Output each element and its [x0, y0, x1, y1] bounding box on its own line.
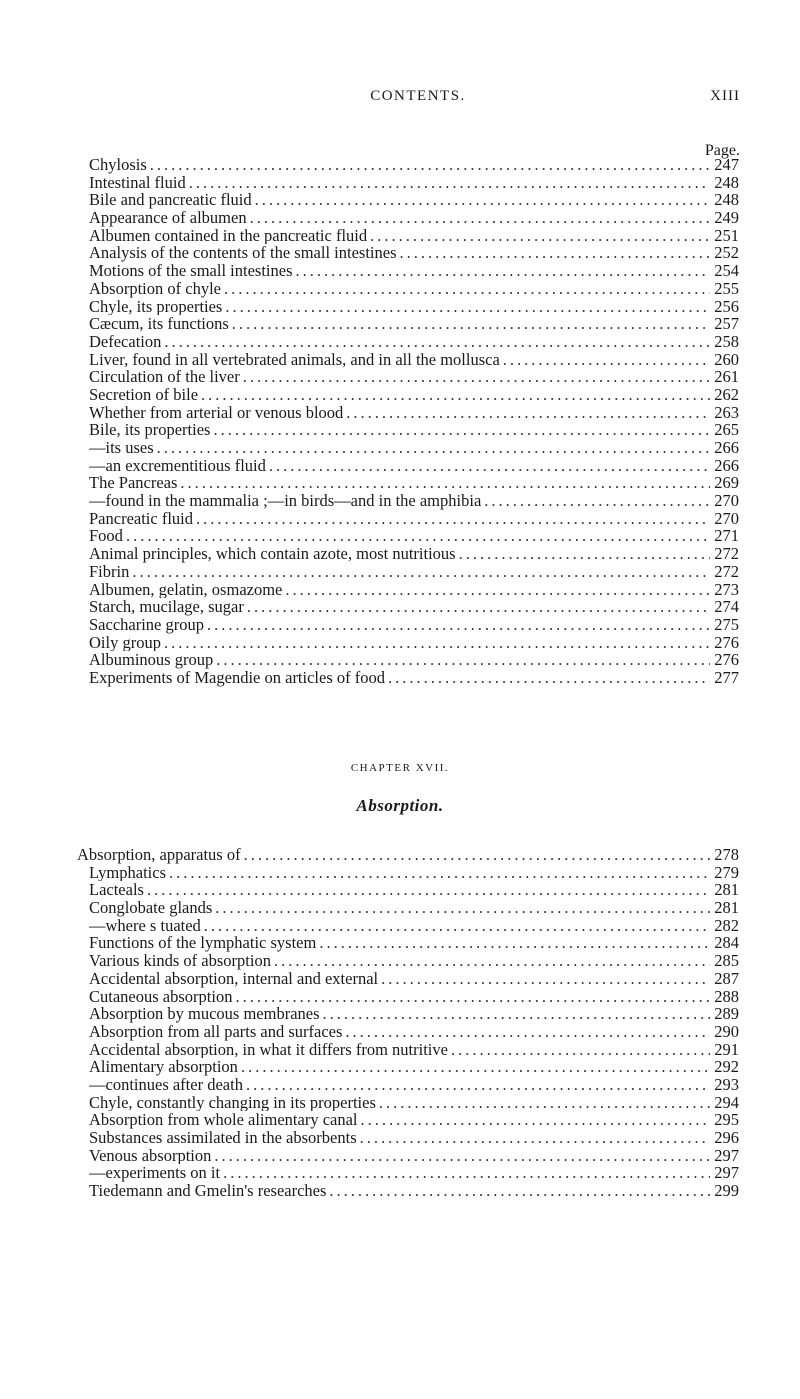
toc-entry-label: Cutaneous absorption [89, 987, 233, 1006]
toc-entry-page: 271 [714, 527, 739, 546]
toc-entry-label: Circulation of the liver [89, 368, 240, 386]
dot-leader [345, 1023, 710, 1041]
toc-entry-label: Saccharine group [89, 615, 204, 634]
dot-leader [214, 1147, 710, 1165]
dot-leader [296, 262, 711, 280]
dot-leader [207, 616, 710, 634]
toc-entry [89, 1147, 739, 1165]
dot-leader [225, 298, 710, 316]
toc-entry-label: Motions of the small intestines [89, 262, 293, 280]
toc-entry [89, 280, 739, 298]
dot-leader [250, 209, 711, 227]
toc-entry-label: Accidental absorption, in what it differs from nutritive [89, 1040, 448, 1059]
dot-leader [484, 492, 710, 510]
toc-entry-page: 273 [714, 580, 739, 599]
toc-entry-label: Starch, mucilage, sugar [89, 598, 244, 616]
dot-leader [196, 510, 710, 528]
dot-leader [164, 634, 710, 652]
dot-leader [246, 1076, 710, 1094]
toc-entry-page: 289 [714, 1005, 739, 1023]
toc-entry [89, 988, 739, 1006]
toc-entry-page: 275 [714, 615, 739, 634]
toc-entry-label: Substances assimilated in the absorbents [89, 1129, 357, 1147]
toc-entry-label: Alimentary absorption [89, 1058, 238, 1076]
toc-entry [89, 191, 739, 209]
toc-entry [89, 1023, 739, 1041]
toc-entry-label: —an excrementitious fluid [89, 456, 266, 475]
toc-entry [89, 1164, 739, 1182]
toc-entry-label: Lacteals [89, 881, 144, 900]
dot-leader [150, 156, 710, 174]
toc-entry-label: Absorption of chyle [89, 279, 221, 298]
toc-entry-label: Appearance of albumen [89, 209, 247, 227]
dot-leader [232, 315, 710, 333]
toc-entry-page: 251 [714, 226, 739, 245]
toc-entry [89, 952, 739, 970]
toc-entry-page: 266 [714, 439, 739, 457]
dot-leader [235, 988, 710, 1006]
toc-entry-label: Defecation [89, 332, 162, 351]
dot-leader [215, 899, 710, 917]
running-title: CONTENTS. [370, 88, 466, 104]
dot-leader [451, 1041, 710, 1059]
toc-entry-label: Albumen contained in the pancreatic fluid [89, 226, 368, 245]
toc-entry [89, 545, 739, 563]
toc-entry-label: Absorption from whole alimentary canal [89, 1111, 358, 1129]
toc-entry-page: 287 [714, 969, 739, 988]
toc-entry-page: 272 [714, 545, 739, 563]
toc-entry [89, 386, 739, 404]
toc-entry-page: 257 [714, 315, 739, 333]
dot-leader [329, 1182, 710, 1200]
toc-entry [89, 333, 739, 351]
toc-entry-label: Fibrin [89, 562, 130, 581]
toc-entry-page: 284 [714, 934, 739, 953]
toc-entry [89, 581, 739, 599]
toc-entry-page: 296 [714, 1129, 739, 1147]
toc-entry-page: 248 [714, 191, 739, 210]
toc-entry [89, 864, 739, 882]
toc-entry [89, 563, 739, 581]
dot-leader [274, 952, 710, 970]
dot-leader [503, 351, 710, 369]
toc-entry-label: Functions of the lymphatic system [89, 934, 317, 953]
dot-leader [241, 1058, 710, 1076]
toc-entry [89, 474, 739, 492]
toc-entry [89, 970, 739, 988]
toc-entry-label: Various kinds of absorption [89, 952, 271, 970]
toc-entry-label: Secretion of bile [89, 385, 199, 404]
dot-leader [319, 934, 710, 952]
toc-entry [89, 510, 739, 528]
toc-entry-label: Albuminous group [89, 651, 214, 669]
toc-entry [89, 1182, 739, 1200]
toc-entry-page: 270 [714, 509, 739, 528]
dot-leader [370, 227, 710, 245]
toc-entry [89, 1129, 739, 1147]
toc-entry-page: 254 [714, 262, 739, 280]
toc-entry-page: 294 [714, 1093, 739, 1112]
dot-leader [379, 1094, 710, 1112]
dot-leader [323, 1005, 711, 1023]
toc-entry-label: Animal principles, which contain azote, most nutritious [89, 545, 456, 563]
toc-entry-label: Venous absorption [89, 1146, 212, 1165]
toc-entry-page: 288 [714, 987, 739, 1006]
dot-leader [285, 581, 710, 599]
dot-leader [243, 368, 711, 386]
dot-leader [201, 386, 710, 404]
dot-leader [157, 439, 711, 457]
toc-entry-page: 248 [714, 173, 739, 192]
dot-leader [204, 917, 710, 935]
toc-entry-label: Intestinal fluid [89, 173, 186, 192]
dot-leader [224, 280, 710, 298]
page-number: XIII [710, 88, 740, 104]
toc-entry-label: Chyle, constantly changing in its properties [89, 1093, 376, 1112]
dot-leader [164, 333, 710, 351]
dot-leader [213, 421, 710, 439]
toc-entry [89, 616, 739, 634]
toc-entry-page: 281 [714, 899, 739, 917]
toc-entry-page: 276 [714, 651, 739, 669]
toc-entry-label: Pancreatic fluid [89, 509, 193, 528]
dot-leader [244, 846, 711, 864]
dot-leader [189, 174, 711, 192]
toc-entry-page: 269 [714, 474, 739, 493]
toc-entry-label: Liver, found in all vertebrated animals, and in all the mollusca [89, 350, 500, 369]
contents-list-absorption [77, 846, 739, 1200]
toc-entry-label: Analysis of the contents of the small intestines [89, 244, 397, 263]
toc-entry [89, 934, 739, 952]
toc-entry [89, 1041, 739, 1059]
toc-entry-page: 270 [714, 492, 739, 510]
toc-entry [89, 1058, 739, 1076]
toc-entry-page: 265 [714, 421, 739, 439]
toc-entry-page: 252 [714, 244, 739, 263]
page-column-label: Page. [704, 142, 740, 159]
toc-entry [89, 492, 739, 510]
toc-entry-label: Cæcum, its functions [89, 315, 229, 333]
contents-list-digestion [89, 156, 739, 687]
toc-entry-label: Absorption from all parts and surfaces [89, 1022, 343, 1041]
toc-entry-label: Absorption, apparatus of [77, 846, 241, 864]
toc-entry [89, 439, 739, 457]
toc-entry-page: 278 [714, 846, 739, 864]
toc-entry-page: 293 [714, 1075, 739, 1094]
dot-leader [388, 669, 710, 687]
toc-entry [89, 1005, 739, 1023]
toc-entry-page: 277 [714, 668, 739, 687]
toc-entry [89, 298, 739, 316]
toc-entry-page: 281 [714, 881, 739, 900]
toc-entry [89, 368, 739, 386]
toc-entry-label: Bile and pancreatic fluid [89, 191, 252, 210]
toc-entry-page: 291 [714, 1040, 739, 1059]
toc-entry-label: —experiments on it [89, 1164, 221, 1183]
toc-entry-page: 290 [714, 1022, 739, 1041]
toc-entry-page: 272 [714, 562, 739, 581]
toc-entry-page: 295 [714, 1111, 739, 1129]
toc-entry [89, 634, 739, 652]
toc-entry [89, 527, 739, 545]
dot-leader [381, 970, 710, 988]
toc-entry-label: Chylosis [89, 156, 147, 174]
dot-leader [169, 864, 710, 882]
dot-leader [255, 191, 711, 209]
toc-entry [89, 421, 739, 439]
toc-entry-page: 276 [714, 633, 739, 652]
dot-leader [180, 474, 710, 492]
toc-entry-label: —found in the mammalia ;—in birds—and in the amphibia [89, 492, 482, 510]
toc-entry [77, 846, 739, 864]
toc-entry-label: —its uses [89, 439, 154, 457]
toc-entry [89, 598, 739, 616]
toc-entry-page: 279 [714, 863, 739, 882]
chapter-title: Absorption. [356, 796, 444, 815]
toc-entry-label: Oily group [89, 633, 161, 652]
dot-leader [147, 881, 710, 899]
toc-entry [89, 1094, 739, 1112]
running-head [96, 88, 740, 110]
toc-entry-page: 266 [714, 456, 739, 475]
toc-entry-page: 249 [714, 209, 739, 227]
dot-leader [216, 651, 710, 669]
dot-leader [346, 404, 710, 422]
toc-entry [89, 899, 739, 917]
dot-leader [269, 457, 710, 475]
toc-entry [89, 209, 739, 227]
toc-entry [89, 404, 739, 422]
toc-entry-label: Bile, its properties [89, 421, 211, 439]
toc-entry [89, 669, 739, 687]
toc-entry [89, 881, 739, 899]
toc-entry-label: Chyle, its properties [89, 297, 223, 316]
toc-entry-page: 258 [714, 332, 739, 351]
dot-leader [400, 244, 711, 262]
toc-entry-page: 297 [714, 1146, 739, 1165]
toc-entry [89, 651, 739, 669]
toc-entry-page: 285 [714, 952, 739, 970]
toc-entry-label: The Pancreas [89, 474, 178, 493]
toc-entry [89, 174, 739, 192]
toc-entry [89, 244, 739, 262]
toc-entry [89, 457, 739, 475]
toc-entry-page: 247 [714, 156, 739, 174]
dot-leader [247, 598, 710, 616]
dot-leader [223, 1164, 710, 1182]
toc-entry-label: Albumen, gelatin, osmazome [89, 580, 283, 599]
toc-entry-page: 263 [714, 403, 739, 422]
toc-entry [89, 315, 739, 333]
toc-entry-page: 255 [714, 279, 739, 298]
toc-entry-page: 256 [714, 297, 739, 316]
toc-entry [89, 1076, 739, 1094]
toc-entry [89, 156, 739, 174]
toc-entry [89, 917, 739, 935]
dot-leader [459, 545, 711, 563]
toc-entry-page: 262 [714, 385, 739, 404]
toc-entry-label: Whether from arterial or venous blood [89, 403, 344, 422]
chapter-heading: CHAPTER XVII. [350, 762, 450, 774]
toc-entry-label: Tiedemann and Gmelin's researches [89, 1182, 327, 1200]
toc-entry-label: Absorption by mucous membranes [89, 1005, 320, 1023]
dot-leader [360, 1129, 711, 1147]
toc-entry-page: 297 [714, 1164, 739, 1183]
toc-entry-label: Accidental absorption, internal and external [89, 969, 379, 988]
toc-entry-label: —where s tuated [89, 916, 201, 935]
toc-entry-page: 261 [714, 368, 739, 386]
toc-entry-label: Lymphatics [89, 863, 166, 882]
dot-leader [361, 1111, 711, 1129]
toc-entry [89, 227, 739, 245]
toc-entry [89, 262, 739, 280]
toc-entry-page: 282 [714, 916, 739, 935]
toc-entry-page: 292 [714, 1058, 739, 1076]
dot-leader [132, 563, 710, 581]
toc-entry-label: Conglobate glands [89, 899, 213, 917]
toc-entry-label: —continues after death [89, 1075, 243, 1094]
toc-entry [89, 1111, 739, 1129]
toc-entry-page: 260 [714, 350, 739, 369]
toc-entry-label: Food [89, 527, 123, 546]
toc-entry-label: Experiments of Magendie on articles of food [89, 668, 385, 687]
dot-leader [126, 527, 710, 545]
toc-entry-page: 274 [714, 598, 739, 616]
toc-entry-page: 299 [714, 1182, 739, 1200]
toc-entry [89, 351, 739, 369]
